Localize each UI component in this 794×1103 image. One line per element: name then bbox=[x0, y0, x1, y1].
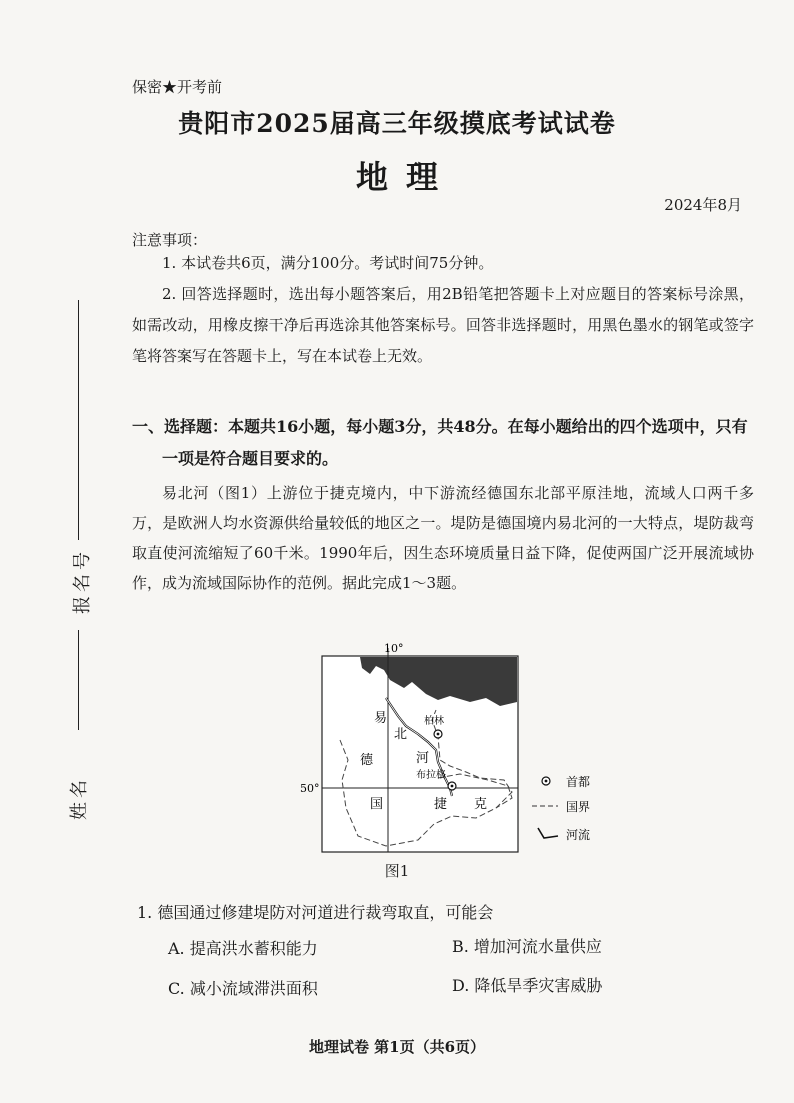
note-item-2: 2. 回答选择题时，选出每小题答案后，用2B铅笔把答题卡上对应题目的答案标号涂黑，如需改动，用橡皮擦干净后再选涂其他答案标号。回答非选择题时，用黑色墨水的钢笔或签字笔将答案写在答题卡上，写在本试卷上无效。 bbox=[132, 285, 754, 365]
section-heading bbox=[132, 411, 754, 475]
option-c: C. 减小流域滞洪面积 bbox=[168, 979, 318, 998]
section-heading-rest: 一项是符合题目要求的。 bbox=[162, 449, 339, 468]
subject-title: 地理 bbox=[355, 158, 456, 196]
option-a: A. 提高洪水蓄积能力 bbox=[168, 939, 318, 958]
page-footer: 地理试卷 第1页（共6页） bbox=[308, 1038, 486, 1056]
figure-caption: 图1 bbox=[384, 862, 410, 880]
river-char-3: 河 bbox=[416, 751, 430, 766]
note-item-1: 1. 本试卷共6页，满分100分。考试时间75分钟。 bbox=[162, 254, 494, 272]
name-label: 姓名 bbox=[69, 776, 90, 820]
prague-label: 布拉格 bbox=[416, 770, 446, 781]
czech-char-2: 克 bbox=[474, 797, 488, 812]
intro-passage: 易北河（图1）上游位于捷克境内，中下游流经德国东北部平原洼地，流域人口两千多万，是欧洲人均水资源供给量较低的地区之一。堤防是德国境内易北河的一大特点，堤防裁弯取直使河流缩短了60千米。1990年后，因生态环境质量日益下降，促使两国广泛开展流域协作，成为流域国际协作的范例。据此完成1～3题。 bbox=[132, 484, 754, 592]
river-char-1: 易 bbox=[374, 711, 388, 726]
longitude-label: 10° bbox=[384, 642, 404, 655]
binding-line-middle bbox=[78, 630, 79, 730]
legend-capital-label: 首都 bbox=[566, 775, 591, 789]
binding-line-top bbox=[78, 300, 79, 540]
germany-char-1: 德 bbox=[360, 753, 374, 768]
question-1-stem: 1. 德国通过修建堤防对河道进行裁弯取直，可能会 bbox=[137, 903, 494, 922]
legend-river-icon bbox=[538, 828, 558, 838]
exam-number-label: 报名号 bbox=[72, 548, 93, 614]
option-d: D. 降低旱季灾害威胁 bbox=[452, 976, 603, 995]
section-heading-main: 一、选择题：本题共16小题，每小题3分，共48分。在每小题给出的四个选项中，只有 bbox=[132, 417, 748, 436]
legend-border-label: 国界 bbox=[566, 800, 591, 814]
czech-char-1: 捷 bbox=[434, 797, 448, 812]
legend-river-label: 河流 bbox=[566, 828, 591, 842]
exam-title: 贵阳市2025届高三年级摸底考试试卷 bbox=[178, 109, 616, 138]
confidential-label: 保密★开考前 bbox=[132, 78, 223, 96]
notes-heading: 注意事项： bbox=[132, 231, 208, 249]
river-char-2: 北 bbox=[394, 727, 408, 742]
germany-char-2: 国 bbox=[370, 797, 384, 812]
latitude-label: 50° bbox=[300, 782, 320, 795]
exam-date: 2024年8月 bbox=[664, 196, 742, 214]
elbe-river-map bbox=[300, 640, 600, 855]
berlin-label: 柏林 bbox=[424, 716, 444, 727]
option-b: B. 增加河流水量供应 bbox=[452, 937, 602, 956]
